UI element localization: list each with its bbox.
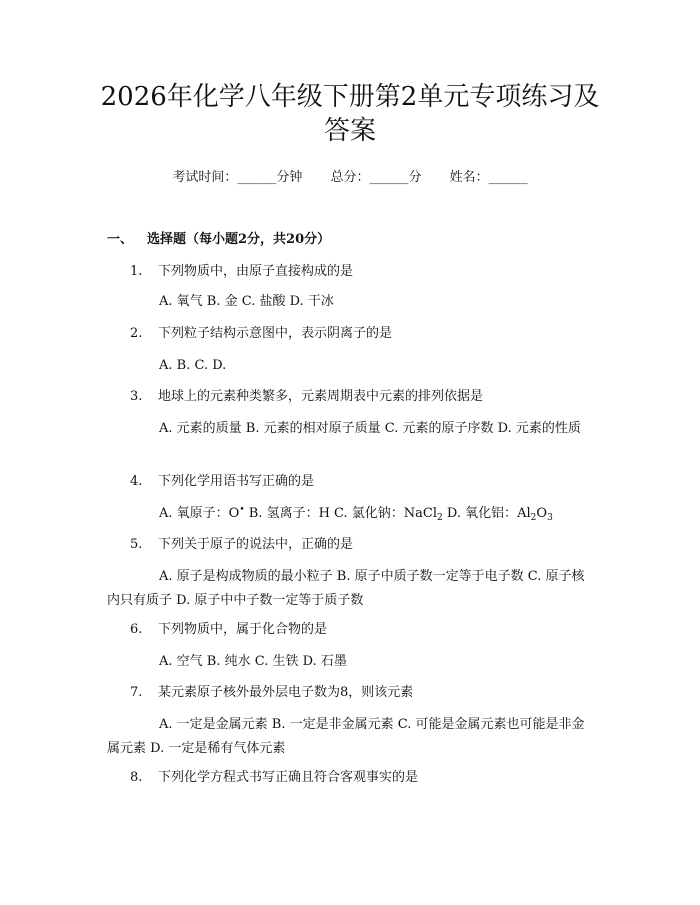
option-a-superscript: • <box>239 505 245 515</box>
exam-info <box>0 168 700 188</box>
question-number: 5. <box>130 537 143 552</box>
question-number: 6. <box>130 622 143 637</box>
question-stem <box>130 324 392 344</box>
question-options: A. 一定是金属元素 B. 一定是非金属元素 C. 可能是金属元素也可能是非金属元素 D. 一定是稀有气体元素 <box>107 717 585 756</box>
option-c-subscript: 2 <box>437 513 443 523</box>
student-name-field: 姓名：______ <box>449 170 528 185</box>
section-heading <box>107 230 330 250</box>
option-d-subscript-2: 3 <box>547 513 553 523</box>
option-bc-text: B. 氢离子：H C. 氯化钠：NaCl <box>244 506 438 521</box>
question-stem <box>130 620 327 640</box>
question-text: 下列关于原子的说法中，正确的是 <box>158 537 354 552</box>
option-d-subscript-1: 2 <box>530 513 537 523</box>
question-text: 某元素原子核外最外层电子数为8，则该元素 <box>158 685 414 700</box>
question-stem <box>130 472 314 492</box>
question-text: 下列化学方程式书写正确且符合客观事实的是 <box>158 770 419 785</box>
question-options <box>107 502 592 526</box>
section-number: 一、 <box>107 232 134 247</box>
document-title: 2026年化学八年级下册第2单元专项练习及答案 <box>100 82 600 146</box>
question-options: A. B. C. D. <box>159 358 227 373</box>
question-text: 下列粒子结构示意图中，表示阴离子的是 <box>158 326 393 341</box>
question-number: 2. <box>130 326 143 341</box>
question-stem <box>130 387 483 407</box>
question-stem <box>130 683 413 703</box>
question-text: 地球上的元素种类繁多，元素周期表中元素的排列依据是 <box>158 389 484 404</box>
question-stem <box>130 768 418 788</box>
question-number: 7. <box>130 685 143 700</box>
question-number: 1. <box>130 264 143 279</box>
question-text: 下列物质中，属于化合物的是 <box>158 622 328 637</box>
question-options: A. 氧气 B. 金 C. 盐酸 D. 干冰 <box>159 294 334 309</box>
section-title: 选择题（每小题2分，共20分） <box>147 232 331 247</box>
option-a-text: A. 氧原子：O <box>159 506 240 521</box>
option-d-text: D. 氧化铝：Al <box>442 506 531 521</box>
question-number: 3. <box>130 389 143 404</box>
question-number: 8. <box>130 770 143 785</box>
question-options: A. 元素的质量 B. 元素的相对原子质量 C. 元素的原子序数 D. 元素的性质 <box>159 421 581 436</box>
question-stem <box>130 535 353 555</box>
total-score-field: 总分：______分 <box>330 170 422 185</box>
question-options: A. 空气 B. 纯水 C. 生铁 D. 石墨 <box>159 654 347 669</box>
exam-time-field: 考试时间：______分钟 <box>172 170 303 185</box>
question-text: 下列物质中，由原子直接构成的是 <box>158 264 354 279</box>
question-stem <box>130 262 353 282</box>
option-d-middle: O <box>536 506 548 521</box>
question-options: A. 原子是构成物质的最小粒子 B. 原子中质子数一定等于电子数 C. 原子核内只有质子 D. 原子中中子数一定等于质子数 <box>107 569 585 608</box>
question-number: 4. <box>130 474 143 489</box>
question-text: 下列化学用语书写正确的是 <box>158 474 315 489</box>
